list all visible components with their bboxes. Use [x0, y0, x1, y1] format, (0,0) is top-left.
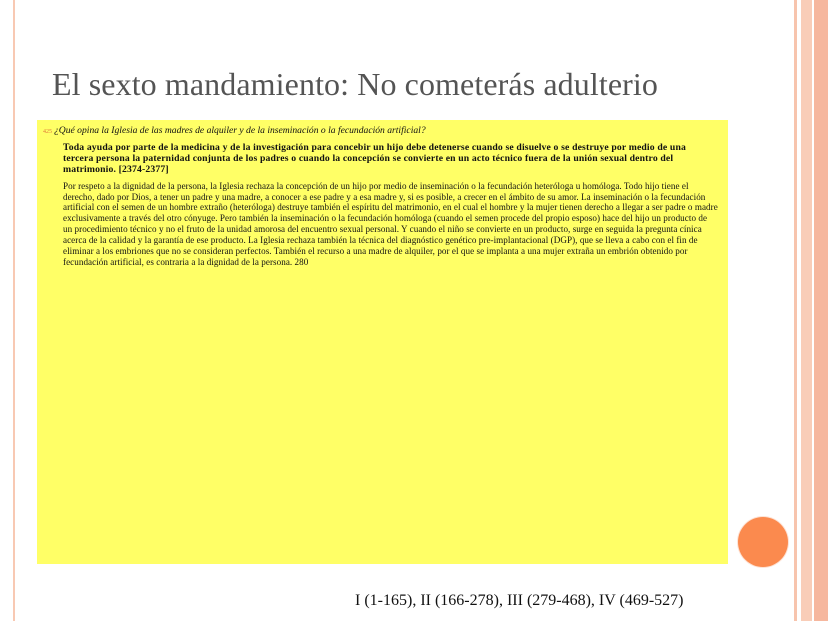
- right-decorative-stripe: [794, 0, 797, 621]
- right-decorative-stripe: [814, 0, 828, 621]
- right-decorative-stripe: [801, 0, 812, 621]
- left-decorative-line: [13, 0, 15, 621]
- question-text: ¿Qué opina la Iglesia de las madres de alquiler y de la inseminación o la fecundación artificial?: [54, 125, 426, 136]
- summary-paragraph: Toda ayuda por parte de la medicina y de la investigación para concebir un hijo debe detenerse cuando se disuelve o se destruye por medio de una tercera persona la paternidad conjunta de los padres o cuando la concepción se convierte en un acto técnico fuera de la unión sexual dentro del matrimonio. [2374-2377]: [63, 142, 686, 176]
- slide-footer: I (1-165), II (166-278), III (279-468), IV (469-527): [355, 592, 684, 609]
- decorative-circle: [738, 517, 788, 567]
- question-number: 425: [43, 129, 52, 135]
- slide-title: El sexto mandamiento: No cometerás adulterio: [52, 66, 658, 102]
- question: [43, 125, 718, 138]
- highlighted-content-box: [37, 120, 728, 564]
- body-paragraph: Por respeto a la dignidad de la persona, la Iglesia rechaza la concepción de un hijo por medio de inseminación o la fecundación heteróloga u homóloga. Todo hijo tiene el derecho, dado por Dios, a tener un padre y una madre, a conocer a ese padre y a esa madre y, si es posible, a crecer en el ámbito de su amor. La inseminación o la fecundación artificial con el semen de un hombre extraño (heteróloga) destruye también el espíritu del matrimonio, en el cual el hombre y la mujer tienen derecho a llegar a ser padre o madre exclusivamente a través del otro cónyuge. Pero también la inseminación o la fecundación homóloga (cuando el semen procede del propio esposo) hace del hijo un producto de un procedimiento técnico y no el fruto de la unidad amorosa del encuentro sexual personal. Y cuando el niño se convierte en un producto, surge en seguida la pregunta cínica acerca de la calidad y la garantía de ese producto. La Iglesia rechaza también la técnica del diagnóstico genético pre-implantacional (DGP), que se lleva a cabo con el fin de eliminar a los embriones que no se consideran perfectos. También el recurso a una madre de alquiler, por el que se implanta a una mujer extraña un embrión obtenido por fecundación artificial, es contraria a la dignidad de la persona. 280: [63, 180, 718, 267]
